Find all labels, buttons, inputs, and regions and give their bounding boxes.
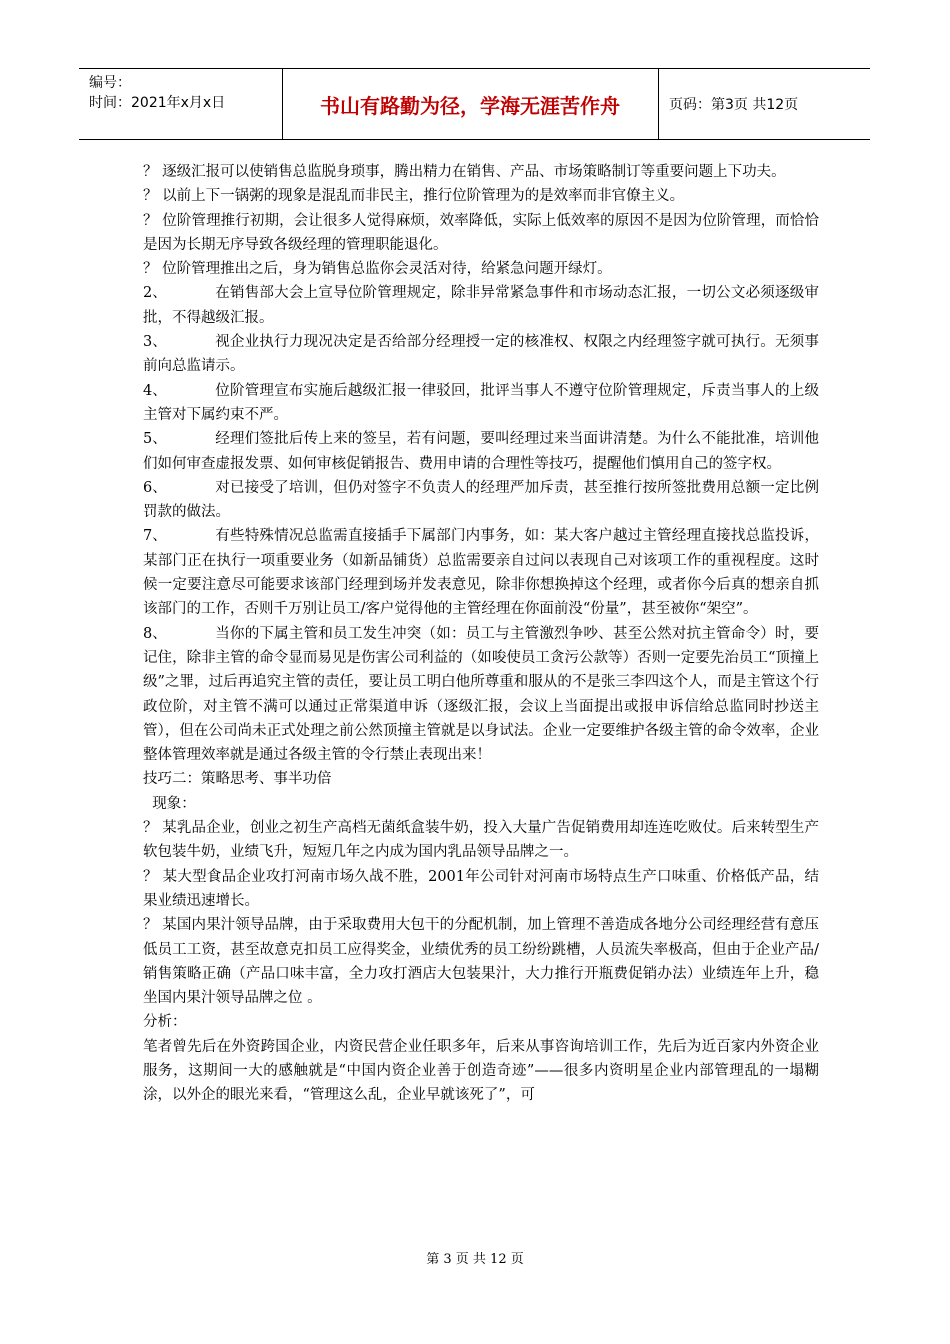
header-meta: [89, 73, 225, 113]
item-number: 8、: [143, 625, 167, 642]
bullet-paragraph: ？ 位阶管理推行初期，会让很多人觉得麻烦，效率降低，实际上低效率的原因不是因为位阶管理，而恰恰是因为长期无序导致各级经理的管理职能退化。: [143, 212, 819, 253]
bullet-paragraph: ？ 以前上下一锅粥的现象是混乱而非民主，推行位阶管理为的是效率而非官僚主义。: [143, 188, 685, 205]
bullet-paragraph: ？ 位阶管理推出之后，身为销售总监你会灵活对待，给紧急问题开绿灯。: [143, 261, 612, 278]
analysis-label: 分析：: [143, 1014, 187, 1031]
case-paragraph: ？ 某大型食品企业攻打河南市场久战不胜，2001年公司针对河南市场特点生产口味重、价格低产品，结果业绩迅速增长。: [143, 868, 819, 909]
item-number: 3、: [143, 334, 167, 351]
phenomenon-label: 现象：: [143, 795, 196, 812]
item-number: 5、: [143, 431, 167, 448]
numbered-paragraph-8: [143, 622, 819, 768]
case-paragraph: ？ 某国内果汁领导品牌，由于采取费用大包干的分配机制，加上管理不善造成各地分公司经理经营有意压低员工工资，甚至故意克扣员工应得奖金，业绩优秀的员工纷纷跳槽，人员流失率极高，但由于企业产品/销售策略正确（产品口味丰富，全力攻打酒店大包装果汁，大力推行开瓶费促销办法）业绩连年上升，稳坐国内果汁领导品牌之位 。: [143, 917, 819, 1007]
header-page-number: 页码：第3页 共12页: [669, 97, 799, 113]
analysis-paragraph: 笔者曾先后在外资跨国企业，内资民营企业任职多年，后来从事咨询培训工作，先后为近百家内外资企业服务，这期间一大的感触就是“中国内资企业善于创造奇迹”——很多内资明星企业内部管理乱的一塌糊涂，以外企的眼光来看，“管理这么乱，企业早就该死了”，可: [143, 1038, 819, 1104]
item-text: 视企业执行力现况决定是否给部分经理授一定的核准权、权限之内经理签字就可执行。无须事前向总监请示。: [143, 334, 819, 375]
document-body: [143, 160, 819, 1108]
section-heading: 技巧二：策略思考、事半功倍: [143, 771, 332, 788]
case-paragraph: ？ 某乳品企业，创业之初生产高档无菌纸盒装牛奶，投入大量广告促销费用却连连吃败仗。后来转型生产软包装牛奶，业绩飞升，短短几年之内成为国内乳品领导品牌之一。: [143, 820, 819, 861]
item-number: 7、: [143, 528, 167, 545]
item-text: 在销售部大会上宣导位阶管理规定，除非异常紧急事件和市场动态汇报，一切公文必须逐级审批，不得越级汇报。: [143, 285, 819, 326]
item-text: 有些特殊情况总监需直接插手下属部门内事务，如：某大客户越过主管经理直接找总监投诉，某部门正在执行一项重要业务（如新品铺货）总监需要亲自过问以表现自己对该项工作的重视程度。这时候一定要注意尽可能要求该部门经理到场并发表意见，除非你想换掉这个经理，或者你今后真的想亲自抓该部门的工作，否则千万别让员工/客户觉得他的主管经理在你面前没“份量”，甚至被你“架空”。: [143, 528, 819, 618]
numbered-paragraph-6: [143, 476, 819, 525]
item-text: 位阶管理宣布实施后越级汇报一律驳回，批评当事人不遵守位阶管理规定，斥责当事人的上级主管对下属约束不严。: [143, 382, 819, 423]
numbered-paragraph-2: [143, 281, 819, 330]
item-text: 当你的下属主管和员工发生冲突（如：员工与主管激烈争吵、甚至公然对抗主管命令）时，要记住，除非主管的命令显而易见是伤害公司利益的（如唆使员工贪污公款等）否则一定要先治员工“顶撞上级”之罪，过后再追究主管的责任，要让员工明白他所尊重和服从的不是张三李四这个人，而是主管这个行政位阶，对主管不满可以通过正常渠道申诉（逐级汇报，会议上当面提出或报申诉信给总监同时抄送主管），但在公司尚未正式处理之前公然顶撞主管就是以身试法。企业一定要维护各级主管的命令效率，企业整体管理效率就是通过各级主管的令行禁止表现出来！: [143, 625, 819, 764]
header-motto: 书山有路勤为径，学海无涯苦作舟: [320, 93, 620, 118]
page-header: [79, 68, 870, 140]
item-number: 4、: [143, 382, 167, 399]
item-text: 经理们签批后传上来的签呈，若有问题，要叫经理过来当面讲清楚。为什么不能批准，培训他们如何审查虚报发票、如何审核促销报告、费用申请的合理性等技巧，提醒他们慎用自己的签字权。: [143, 431, 819, 472]
item-number: 6、: [143, 479, 167, 496]
page-footer: 第 3 页 共 12 页: [426, 1252, 524, 1267]
document-number-label: 编号：: [89, 75, 131, 91]
numbered-paragraph-5: [143, 427, 819, 476]
item-number: 2、: [143, 285, 167, 302]
bullet-paragraph: ？ 逐级汇报可以使销售总监脱身琐事，腾出精力在销售、产品、市场策略制订等重要问题上下功夫。: [143, 164, 786, 180]
item-text: 对已接受了培训，但仍对签字不负责人的经理严加斥责，甚至推行按所签批费用总额一定比例罚款的做法。: [143, 479, 819, 521]
document-date: 时间：2021年x月x日: [89, 95, 226, 111]
numbered-paragraph-3: [143, 330, 819, 379]
header-divider-right: [658, 69, 659, 139]
numbered-paragraph-7: [143, 524, 819, 621]
numbered-paragraph-4: [143, 379, 819, 428]
